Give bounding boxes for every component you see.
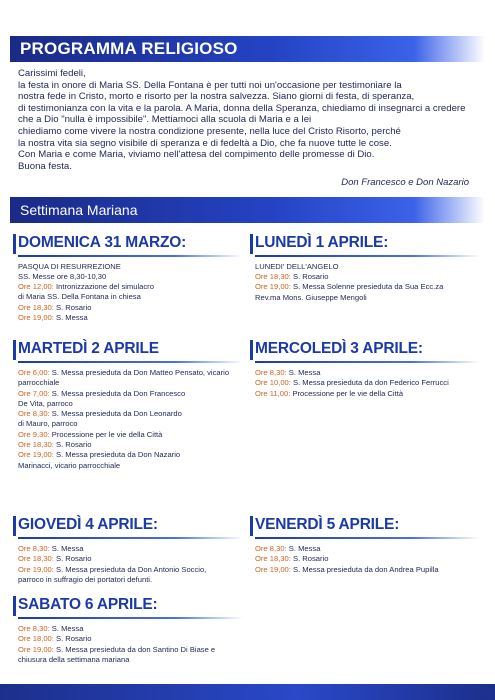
day-mercoledi [255, 340, 480, 399]
entry-time: Ore 19,00: [18, 644, 54, 654]
page-title-banner [10, 36, 485, 62]
day-divider [255, 537, 480, 539]
entry-time: Ore 18,30: [18, 554, 54, 564]
entry-time: Ore 18,30: [255, 554, 291, 564]
entry-time: Ore 8,30: [18, 624, 50, 633]
day-lunedi [255, 234, 480, 303]
day-giovedi [18, 516, 243, 585]
entry-text: S. Messa presieduta da don Andrea Pupilla [293, 564, 439, 574]
entry-text: Processione per le vie della Città [51, 429, 163, 439]
entry-text: S. Messa presieduta da Don Leonardo [51, 409, 182, 419]
schedule-note: SS. Messe ore 8,30-10,30 [18, 272, 107, 281]
entry-text: S. Messa presieduta da Don Matteo Pensato, vicario parrocchiale [18, 368, 230, 388]
day-title: MERCOLEDÌ 3 APRILE: [255, 340, 480, 358]
schedule-entry [255, 544, 480, 554]
entry-text: Processione per le vie della Città [292, 388, 404, 398]
entry-text: S. Rosario [293, 272, 329, 281]
intro-line: chiediamo come vivere la nostra condizione presente, nella luce del Cristo Risorto, perché [18, 125, 401, 137]
schedule-entry [18, 282, 243, 292]
entry-continuation: di Maria SS. Della Fontana in chiesa [18, 292, 141, 302]
schedule-entry [18, 544, 243, 554]
entry-text: S. Messa [51, 544, 84, 553]
schedule-entry [255, 282, 480, 292]
section-banner [10, 197, 485, 223]
schedule-entry [18, 440, 243, 450]
entry-text: S. Messa [56, 312, 88, 322]
entry-time: Ore 19,00: [18, 450, 54, 460]
intro-line: Buona festa. [18, 160, 72, 172]
schedule-entry [255, 565, 480, 575]
schedule-entry [18, 303, 243, 313]
entry-time: Ore 19,00: [18, 564, 54, 574]
intro-line: nostra fede in Cristo, morto e risorto per la nostra salvezza. Siano giorni di festa, di speranza, [18, 91, 415, 103]
schedule-entry [18, 450, 243, 460]
entry-continuation: Marinacci, vicario parrocchiale [18, 460, 121, 470]
intro-line: la festa in onore di Maria SS. Della Fontana è per tutti noi un'occasione per testimoniare la [18, 79, 402, 91]
day-title: GIOVEDÌ 4 APRILE: [18, 516, 243, 534]
entry-time: Ore 10,00: [255, 378, 291, 388]
day-martedi [18, 340, 243, 471]
entry-text: S. Rosario [56, 440, 92, 450]
footer-band [0, 684, 495, 700]
schedule-entry [255, 554, 480, 564]
entry-text: S. Messa presieduta da Don Nazario [56, 450, 181, 460]
schedule-entry [18, 554, 243, 564]
schedule-entry [255, 389, 480, 399]
day-divider [255, 255, 480, 257]
entry-time: Ore 18,00: [18, 634, 54, 644]
entry-text: S. Messa presieduta da Don Antonio Soccio, [56, 564, 207, 574]
entry-continuation: Rev.ma Mons. Giuseppe Mengoli [255, 292, 367, 302]
schedule-entry [255, 378, 480, 388]
entry-text: S. Messa presieduta da Don Francesco [51, 388, 186, 398]
day-divider [255, 361, 480, 363]
entry-time: Ore 11,00: [255, 388, 291, 398]
intro-line: la nostra vita sia segno visibile di speranza e di fedeltà a Dio, che fa nuove tutte le cose. [18, 137, 392, 149]
entry-text: S. Rosario [293, 554, 329, 564]
entry-text: S. Rosario [56, 634, 92, 644]
schedule-entry [18, 624, 243, 634]
entry-continuation: chiusura della settimana mariana [18, 654, 130, 664]
day-title: SABATO 6 APRILE: [18, 596, 243, 614]
day-subtitle: PASQUA DI RESURREZIONE [18, 262, 121, 271]
schedule-entry [18, 565, 243, 575]
schedule-entry [18, 368, 243, 389]
entry-time: Ore 8,30: [255, 368, 287, 377]
day-venerdi [255, 516, 480, 575]
entry-text: S. Messa presieduta da don Santino Di Biase e [56, 644, 216, 654]
entry-time: Ore 6,00: [18, 368, 50, 377]
day-sabato [18, 596, 243, 665]
entry-continuation: parroco in suffragio dei portatori defunti. [18, 574, 153, 584]
day-title: DOMENICA 31 MARZO: [18, 234, 243, 252]
signature: Don Francesco e Don Nazario [341, 177, 469, 188]
entry-time: Ore 7,00: [18, 388, 50, 398]
entry-time: Ore 18,30: [255, 272, 291, 281]
day-divider [18, 255, 243, 257]
day-divider [18, 537, 243, 539]
day-title: LUNEDÌ 1 APRILE: [255, 234, 480, 252]
schedule-entry [18, 313, 243, 323]
entry-text: S. Messa Solenne presieduta da Sua Ecc.za [293, 282, 444, 292]
entry-text: S. Messa [288, 368, 321, 377]
entry-text: Intronizzazione del simulacro [56, 282, 154, 291]
intro-line: di testimonianza con la vita e la parola. A Maria, donna della Speranza, chiediamo di insegnarci a credere che a Dio "nulla è impossibile". Mettiamoci alla scuola di Maria e a lei [18, 102, 466, 126]
entry-time: Ore 12,00: [18, 282, 54, 291]
intro-letter [18, 68, 480, 172]
schedule-entry [255, 368, 480, 378]
entry-time: Ore 8,30: [255, 544, 287, 553]
entry-text: S. Messa [51, 624, 84, 633]
day-domenica [18, 234, 243, 323]
schedule-entry [255, 272, 480, 282]
entry-continuation: De Vita, parroco [18, 398, 73, 408]
entry-text: S. Messa [288, 544, 321, 553]
schedule-entry [18, 645, 243, 655]
day-divider [18, 617, 243, 619]
entry-time: Ore 9,30: [18, 429, 50, 439]
entry-time: Ore 18,30: [18, 440, 54, 450]
day-divider [18, 361, 243, 363]
day-subtitle: LUNEDI' DELL'ANGELO [255, 262, 339, 271]
schedule-entry [18, 389, 243, 399]
entry-time: Ore 19,00: [255, 564, 291, 574]
entry-time: Ore 19,00: [255, 282, 291, 292]
schedule-entry [18, 430, 243, 440]
entry-text: S. Rosario [56, 554, 92, 564]
intro-line: Con Maria e come Maria, viviamo nell'attesa del compimento delle promesse di Dio. [18, 149, 375, 161]
entry-time: Ore 8,30: [18, 409, 50, 419]
entry-time: Ore 18,30: [18, 302, 54, 312]
entry-time: Ore 8,30: [18, 544, 50, 553]
intro-line: Carissimi fedeli, [18, 68, 86, 79]
section-title: Settimana Mariana [20, 202, 138, 218]
day-title: MARTEDÌ 2 APRILE [18, 340, 243, 358]
page-title: PROGRAMMA RELIGIOSO [20, 39, 238, 58]
schedule-entry [18, 634, 243, 644]
schedule-entry [18, 409, 243, 419]
entry-continuation: di Mauro, parroco [18, 419, 78, 429]
entry-time: Ore 19,00: [18, 312, 54, 322]
entry-text: S. Messa presieduta da don Federico Ferrucci [293, 378, 449, 388]
day-title: VENERDÌ 5 APRILE: [255, 516, 480, 534]
entry-text: S. Rosario [56, 302, 92, 312]
